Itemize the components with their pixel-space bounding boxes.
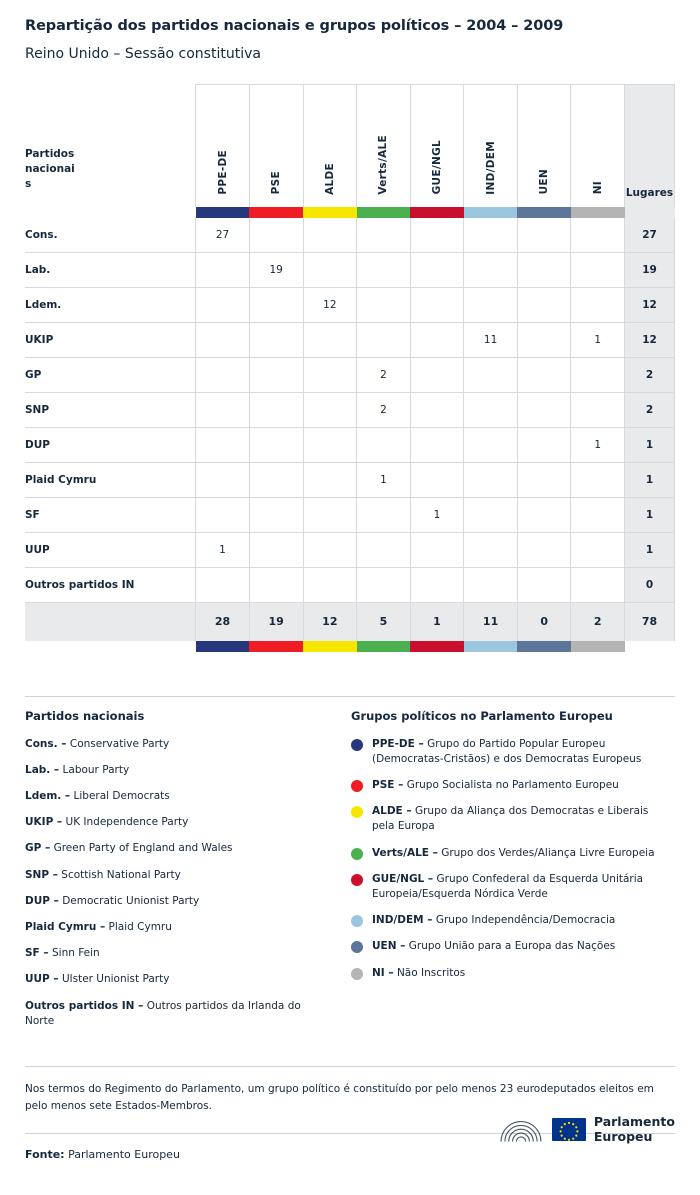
cell [571,533,625,568]
grand-total: 78 [625,603,675,641]
colorbar-spacer [25,641,196,652]
cell [196,428,250,463]
political-groups-legend-title: Grupos políticos no Parlamento Europeu [351,708,613,723]
legend-name: Grupo da Aliança dos Democratas e Liberais pela Europa [372,805,649,833]
row-total: 1 [625,533,675,568]
table-row [25,498,675,533]
legend-abbr: Lab. – [25,763,60,776]
legend-abbr: SNP – [25,868,58,881]
cell [196,288,250,323]
cell [410,393,464,428]
legend-item [25,841,325,856]
source-value: Parlamento Europeu [68,1147,180,1161]
footnote: Nos termos do Regimento do Parlamento, um grupo político é constituído por pelo menos 23 eurodeputados eleitos em pelo menos sete Estados-Membros. [25,1066,675,1115]
row-total: 19 [625,253,675,288]
group-color-bar-bottom [25,641,675,652]
cell: 1 [196,533,250,568]
table-header-row [25,85,675,207]
column-total: 5 [357,603,411,641]
cell [464,288,518,323]
cell: 19 [249,253,303,288]
legend-abbr: Verts/ALE – [372,846,438,859]
cell [303,498,357,533]
legend-item [25,763,325,778]
colorbar-gue-ngl [410,641,464,652]
legend-name: Ulster Unionist Party [62,973,170,986]
cell [410,358,464,393]
cell [196,323,250,358]
cell [249,463,303,498]
logo-line1: Parlamento [593,1114,675,1130]
colorbar-ind-dem [464,641,518,652]
group-color-dot-icon [351,780,363,792]
legend-abbr: IND/DEM – [372,914,433,927]
cell [357,498,411,533]
legend-abbr: UUP – [25,973,59,986]
row-label: SF [25,498,196,533]
legend-item [25,999,325,1029]
european-parliament-logo [498,1115,675,1145]
colorbar-ind-dem [464,207,518,218]
cell [517,428,571,463]
cell [303,463,357,498]
cell: 1 [357,463,411,498]
group-color-dot-icon [351,848,363,860]
cell [410,428,464,463]
column-header-label: PSE [270,171,283,195]
legend-abbr: NI – [372,966,394,979]
cell [196,498,250,533]
column-header-uen [517,85,571,207]
cell [517,463,571,498]
cell [571,253,625,288]
group-color-dot-icon [351,739,363,751]
seat-distribution-table [25,84,675,652]
eu-flag-icon [552,1118,586,1141]
column-header-label: UEN [538,169,551,195]
legend-name: Grupo Independência/Democracia [435,914,616,927]
row-total: 27 [625,218,675,253]
cell [571,498,625,533]
cell [196,463,250,498]
row-label: Lab. [25,253,196,288]
table-row [25,463,675,498]
column-total: 2 [571,603,625,641]
legend-item [25,946,325,961]
cell: 1 [571,323,625,358]
cell: 27 [196,218,250,253]
cell [464,428,518,463]
cell [196,358,250,393]
cell [357,218,411,253]
cell [517,393,571,428]
colorbar-uen [517,207,571,218]
legend-abbr: Plaid Cymru – [25,921,106,934]
colorbar-ppe-de [196,641,250,652]
column-total: 19 [249,603,303,641]
cell [303,533,357,568]
row-total: 0 [625,568,675,603]
column-header-ni [571,85,625,207]
legend-abbr: GUE/NGL – [372,872,434,885]
cell [196,253,250,288]
corner-label-line1: Partidos [25,147,75,160]
table-row [25,568,675,603]
legend-name: Não Inscritos [396,966,466,979]
cell [464,533,518,568]
legend-item [351,737,671,767]
table-row [25,533,675,568]
legend-item [351,966,671,981]
corner-label-line2: nacionai [25,162,75,175]
cell [303,393,357,428]
cell [249,568,303,603]
row-total: 12 [625,323,675,358]
column-header-label: PPE-DE [216,149,229,195]
table-row [25,393,675,428]
cell [464,218,518,253]
group-color-dot-icon [351,806,363,818]
legend-item [25,868,325,883]
row-label: Plaid Cymru [25,463,196,498]
cell [410,568,464,603]
legend-name: Scottish National Party [61,868,181,881]
table-row [25,323,675,358]
row-total: 2 [625,358,675,393]
cell: 11 [464,323,518,358]
page-subtitle: Reino Unido – Sessão constitutiva [25,46,261,62]
table-row [25,358,675,393]
legend-name: Grupo Confederal da Esquerda Unitária Europeia/Esquerda Nórdica Verde [372,872,644,901]
legend-section [25,696,675,1041]
colorbar-ni [571,641,625,652]
colorbar-uen [517,641,571,652]
legend-item [25,972,325,987]
hemicycle-icon [498,1115,544,1145]
cell [571,393,625,428]
row-label: Cons. [25,218,196,253]
legend-item [351,939,671,954]
cell [357,568,411,603]
cell [249,393,303,428]
cell [196,393,250,428]
cell [410,253,464,288]
cell [571,288,625,323]
cell: 2 [357,358,411,393]
row-label: DUP [25,428,196,463]
legend-name: Green Party of England and Wales [53,842,233,855]
colorbar-gue-ngl [410,207,464,218]
legend-item [351,778,671,793]
column-header-label: Verts/ALE [377,134,390,195]
column-header-verts-ale [357,85,411,207]
legend-name: Conservative Party [69,737,170,750]
row-label: UKIP [25,323,196,358]
cell [464,498,518,533]
table-body [25,218,675,652]
cell [249,288,303,323]
cell [249,428,303,463]
cell [357,428,411,463]
logo-wordmark [594,1115,675,1144]
colorbar-alde [303,207,357,218]
cell [410,323,464,358]
legend-item [351,846,671,861]
column-header-total [625,85,675,207]
legend-name: Grupo Socialista no Parlamento Europeu [406,778,619,791]
row-total: 12 [625,288,675,323]
legend-name: Grupo União para a Europa das Nações [408,940,616,953]
column-total: 1 [410,603,464,641]
table-row [25,253,675,288]
legend-abbr: SF – [25,947,49,960]
total-column-label: Lugares [625,186,674,199]
footer-bar [25,1114,675,1161]
legend-item [351,872,671,902]
cell [303,218,357,253]
colorbar-verts-ale [357,641,411,652]
cell: 1 [410,498,464,533]
legend-item [25,815,325,830]
eu-stars-icon [552,1118,586,1141]
cell [249,358,303,393]
cell [410,218,464,253]
page-title: Repartição dos partidos nacionais e grupos políticos – 2004 – 2009 [25,18,564,34]
group-color-dot-icon [351,941,363,953]
column-header-alde [303,85,357,207]
column-header-label: ALDE [323,162,336,195]
cell [517,288,571,323]
cell [303,358,357,393]
cell [517,498,571,533]
cell [464,463,518,498]
legend-name: Grupo dos Verdes/Aliança Livre Europeia [441,846,655,859]
national-parties-legend [25,709,325,1041]
column-total: 28 [196,603,250,641]
legend-abbr: Cons. – [25,737,67,750]
row-label: GP [25,358,196,393]
legend-name: Plaid Cymru [108,921,172,934]
row-total: 2 [625,393,675,428]
political-groups-legend [351,709,671,1041]
cell [517,253,571,288]
legend-abbr: Ldem. – [25,789,71,802]
group-color-dot-icon [351,915,363,927]
colorbar-ppe-de [196,207,250,218]
column-header-label: NI [591,181,604,195]
cell [410,288,464,323]
cell [249,323,303,358]
legend-item [25,789,325,804]
column-header-ind-dem [464,85,518,207]
cell [517,533,571,568]
legend-name: Democratic Unionist Party [62,894,200,907]
cell [464,358,518,393]
colorbar-pse [249,641,303,652]
legend-abbr: GP – [25,842,51,855]
cell [571,218,625,253]
corner-label-line3: s [25,177,32,190]
cell [571,358,625,393]
column-header-label: IND/DEM [484,140,497,195]
legend-item [25,737,325,752]
column-header-gue-ngl [410,85,464,207]
colorbar-total-spacer [625,641,675,652]
colorbar-pse [249,207,303,218]
row-label: Outros partidos IN [25,568,196,603]
cell [249,498,303,533]
column-header-pse [249,85,303,207]
cell [517,568,571,603]
row-label: UUP [25,533,196,568]
table-totals-row [25,603,675,641]
row-label: SNP [25,393,196,428]
legend-item [25,894,325,909]
row-label: Ldem. [25,288,196,323]
cell [196,568,250,603]
column-total: 12 [303,603,357,641]
totals-row-spacer [25,603,196,641]
legend-abbr: PPE-DE – [372,737,424,750]
column-header-label: GUE/NGL [430,140,443,195]
row-total: 1 [625,498,675,533]
legend-name: Labour Party [62,763,130,776]
column-header-ppe-de [196,85,250,207]
logo-line2: Europeu [593,1128,653,1144]
cell [303,428,357,463]
legend-name: Outros partidos da Irlanda do Norte [25,999,301,1027]
cell [357,253,411,288]
cell [303,323,357,358]
colorbar-alde [303,641,357,652]
corner-header [25,85,196,207]
group-color-bar-top [25,207,675,218]
colorbar-ni [571,207,625,218]
cell [303,568,357,603]
cell [517,218,571,253]
table-row [25,218,675,253]
column-total: 0 [517,603,571,641]
source-line [25,1148,180,1161]
legend-name: Sinn Fein [51,947,100,960]
colorbar-spacer [25,207,196,218]
cell: 2 [357,393,411,428]
cell [464,568,518,603]
cell [571,568,625,603]
group-color-dot-icon [351,874,363,886]
colorbar-verts-ale [357,207,411,218]
cell [303,253,357,288]
legend-item [25,920,325,935]
legend-name: Liberal Democrats [73,789,170,802]
legend-item [351,804,671,834]
cell: 1 [571,428,625,463]
legend-abbr: ALDE – [372,805,412,818]
table-row [25,428,675,463]
cell [571,463,625,498]
national-parties-legend-title: Partidos nacionais [25,708,145,723]
cell [517,323,571,358]
cell [410,463,464,498]
cell [357,288,411,323]
column-total: 11 [464,603,518,641]
cell [517,358,571,393]
group-color-dot-icon [351,968,363,980]
cell: 12 [303,288,357,323]
legend-abbr: Outros partidos IN – [25,999,144,1012]
cell [357,323,411,358]
row-total: 1 [625,428,675,463]
row-total: 1 [625,463,675,498]
legend-item [351,913,671,928]
cell [357,533,411,568]
cell [249,533,303,568]
cell [464,253,518,288]
legend-abbr: UKIP – [25,816,63,829]
legend-name: Grupo do Partido Popular Europeu (Democratas-Cristãos) e dos Democratas Europeus [372,737,642,765]
source-label: Fonte: [25,1147,65,1161]
legend-abbr: DUP – [25,894,59,907]
legend-abbr: UEN – [372,940,406,953]
colorbar-total-spacer [625,207,675,218]
legend-abbr: PSE – [372,778,404,791]
table-row [25,288,675,323]
legend-name: UK Independence Party [65,816,189,829]
cell [464,393,518,428]
cell [249,218,303,253]
cell [410,533,464,568]
